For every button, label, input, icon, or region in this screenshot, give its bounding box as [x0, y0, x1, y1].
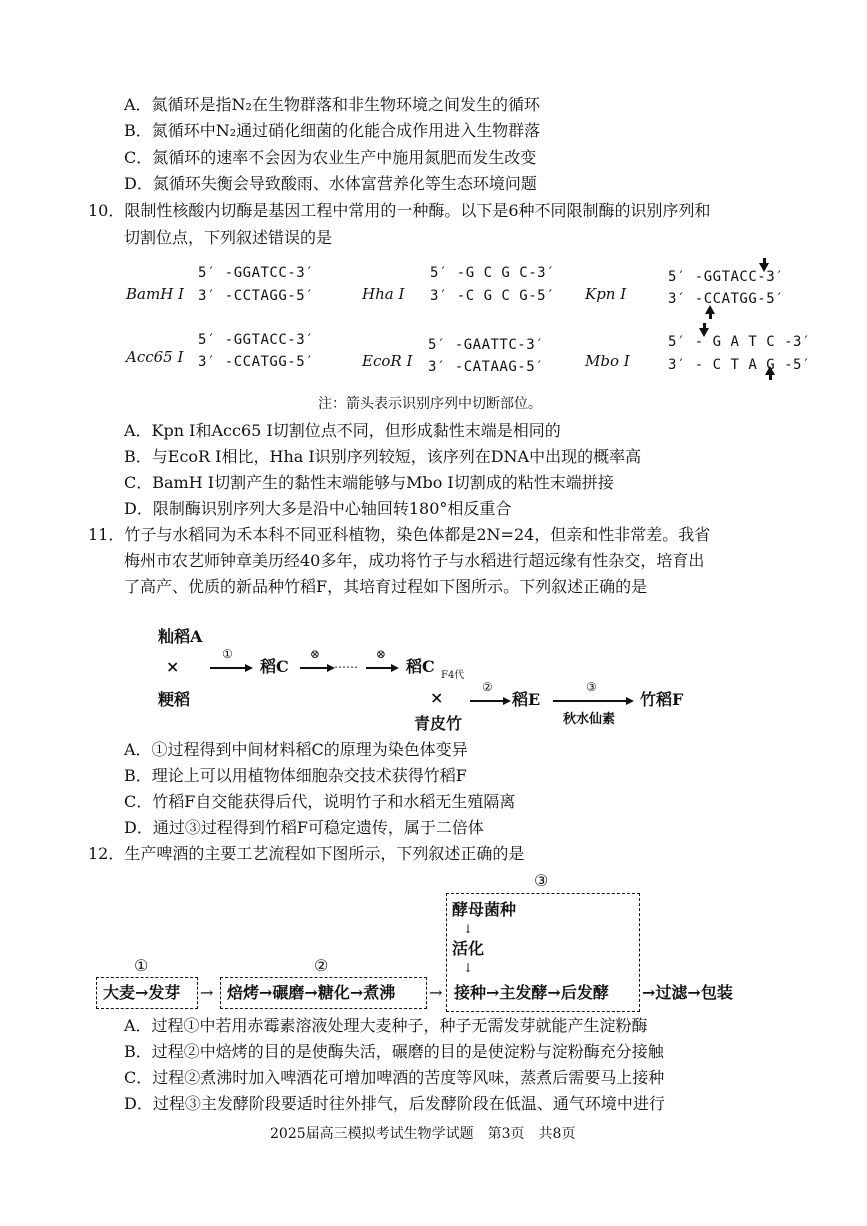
enzyme-seq-top-ecori: 5′ -GAATTC-3′	[428, 337, 545, 353]
arrow-1-line	[210, 667, 246, 669]
rice-c-f4: 稻C	[406, 657, 435, 676]
mboi-cut-arrow-bottom-stem	[769, 374, 772, 380]
arrow-4-line	[470, 700, 504, 702]
mboi-cut-arrow-top	[699, 328, 709, 337]
page-footer: 2025届高三模拟考试生物学试题 第3页 共8页	[270, 1126, 576, 1142]
step-3-label: ③	[586, 680, 597, 694]
arrow-5-head	[626, 697, 634, 705]
enzyme-seq-top-hhai: 5′ -G C G C-3′	[430, 265, 556, 281]
q12-option-c: C．过程②煮沸时加入啤酒花可增加啤酒的苦度等风味，蒸煮后需要马上接种	[124, 1068, 665, 1087]
q10-note: 注：箭头表示识别序列中切断部位。	[318, 396, 542, 412]
q11-stem-line1: 11．竹子与水稻同为禾本科不同亚科植物，染色体都是2N=24，但亲和性非常差。我省	[88, 525, 711, 544]
flow-box-1-text: 大麦→发芽	[103, 983, 181, 1002]
flow-arrow-down-1: ↓	[463, 922, 474, 936]
colchicine-label: 秋水仙素	[563, 712, 616, 727]
kpni-cut-arrow-top	[759, 263, 769, 272]
parent-japonica-rice: 粳稻	[158, 690, 191, 709]
enzyme-name-mboi: Mbo Ⅰ	[585, 352, 630, 370]
cross-symbol-1: ×	[166, 657, 180, 676]
enzyme-seq-bottom-mboi: 3′ - C T A G -5′	[668, 357, 811, 373]
q10-option-b: B．与EcoR Ⅰ相比，Hha Ⅰ识别序列较短，该序列在DNA中出现的概率高	[124, 447, 642, 466]
enzyme-name-ecori: EcoR Ⅰ	[362, 352, 413, 370]
q9-option-c: C．氮循环的速率不会因为农业生产中施用氮肥而发生改变	[124, 148, 537, 167]
arrow-1-head	[245, 664, 253, 672]
flow-step-1-number: ①	[134, 956, 149, 975]
flow-link-1: →	[200, 983, 214, 1002]
flow-arrow-down-2: ↓	[463, 961, 474, 975]
q11-stem-line3: 了高产、优质的新品种竹稻F，其培育过程如下图所示。下列叙述正确的是	[124, 577, 648, 596]
flow-step-3-number: ③	[534, 871, 549, 890]
q11-option-d: D．通过③过程得到竹稻F可稳定遗传，属于二倍体	[124, 818, 484, 837]
q9-option-b: B．氮循环中N₂通过硝化细菌的化能合成作用进入生物群落	[124, 121, 541, 140]
q9-option-a: A．氮循环是指N₂在生物群落和非生物环境之间发生的循环	[124, 95, 540, 114]
arrow-3-line	[366, 667, 392, 669]
enzyme-seq-bottom-bamhi: 3′ -CCTAGG-5′	[198, 288, 315, 304]
enzyme-seq-bottom-hhai: 3′ -C G C G-5′	[430, 288, 556, 304]
enzyme-name-hhai: Hha Ⅰ	[362, 285, 405, 303]
flow-box-3-text: 接种→主发酵→后发酵	[454, 983, 609, 1002]
q12-option-b: B．过程②中焙烤的目的是使酶失活，碾磨的目的是使淀粉与淀粉酶充分接触	[124, 1042, 664, 1061]
step-1-label: ①	[222, 647, 233, 661]
selfing-dots: ……	[334, 657, 358, 671]
arrow-4-head	[503, 697, 511, 705]
flow-step-2-number: ②	[314, 956, 329, 975]
selfing-symbol-1: ⊗	[310, 647, 321, 661]
rice-c: 稻C	[260, 657, 289, 676]
q11-option-a: A．①过程得到中间材料稻C的原理为染色体变异	[124, 740, 468, 759]
q12-stem: 12．生产啤酒的主要工艺流程如下图所示，下列叙述正确的是	[88, 844, 525, 863]
cross-symbol-2: ×	[430, 688, 444, 707]
kpni-cut-arrow-bottom-stem	[709, 313, 712, 319]
q10-option-a: A．Kpn Ⅰ和Acc65 Ⅰ切割位点不同，但形成黏性末端是相同的	[124, 421, 561, 440]
flow-box-2-text: 焙烤→碾磨→糖化→煮沸	[227, 983, 396, 1002]
q11-option-b: B．理论上可以用植物体细胞杂交技术获得竹稻F	[124, 766, 467, 785]
q12-option-a: A．过程①中若用赤霉素溶液处理大麦种子，种子无需发芽就能产生淀粉酶	[124, 1016, 648, 1035]
q10-option-d: D．限制酶识别序列大多是沿中心轴回转180°相反重合	[124, 499, 512, 518]
bamboo-rice-f: 竹稻F	[640, 690, 684, 709]
q10-option-c: C．BamH Ⅰ切割产生的黏性末端能够与Mbo Ⅰ切割成的粘性末端拼接	[124, 473, 614, 492]
enzyme-seq-bottom-acc65i: 3′ -CCATGG-5′	[198, 354, 315, 370]
arrow-5-line	[553, 700, 627, 702]
q10-stem-line2: 切割位点，下列叙述错误的是	[124, 228, 333, 247]
rice-c-f4-subscript: F4代	[441, 670, 465, 681]
enzyme-seq-top-kpni: 5′ -GGTACC-3′	[668, 269, 785, 285]
enzyme-seq-bottom-kpni: 3′ -CCATGG-5′	[668, 291, 785, 307]
q12-option-d: D．过程③主发酵阶段要适时往外排气，后发酵阶段在低温、通气环境中进行	[124, 1094, 665, 1113]
enzyme-name-acc65i: Acc65 Ⅰ	[126, 348, 184, 366]
q9-option-d: D．氮循环失衡会导致酸雨、水体富营养化等生态环境问题	[124, 174, 537, 193]
enzyme-seq-bottom-ecori: 3′ -CATAAG-5′	[428, 359, 545, 375]
parent-indica-rice-a: 籼稻A	[158, 627, 203, 646]
parent-green-bamboo: 青皮竹	[414, 714, 463, 733]
enzyme-seq-top-bamhi: 5′ -GGATCC-3′	[198, 265, 315, 281]
q11-option-c: C．竹稻F自交能获得后代，说明竹子和水稻无生殖隔离	[124, 792, 516, 811]
q11-stem-line2: 梅州市农艺师钟章美历经40多年，成功将竹子与水稻进行超远缘有性杂交，培育出	[124, 551, 705, 570]
flow-yeast-strain: 酵母菌种	[452, 900, 517, 919]
enzyme-name-kpni: Kpn Ⅰ	[585, 285, 627, 303]
arrow-2-line	[300, 667, 328, 669]
rice-e: 稻E	[512, 690, 541, 709]
flow-activation: 活化	[452, 939, 485, 958]
enzyme-name-bamhi: BamH Ⅰ	[126, 285, 184, 303]
enzyme-seq-top-acc65i: 5′ -GGTACC-3′	[198, 332, 315, 348]
flow-tail: →过滤→包装	[642, 983, 733, 1002]
q10-stem-line1: 10．限制性核酸内切酶是基因工程中常用的一种酶。以下是6种不同限制酶的识别序列和	[88, 201, 711, 220]
enzyme-seq-top-mboi: 5′ - G A T C -3′	[668, 334, 811, 350]
selfing-symbol-2: ⊗	[376, 647, 387, 661]
arrow-3-head	[391, 664, 399, 672]
flow-link-2: →	[429, 983, 443, 1002]
step-2-label: ②	[482, 680, 493, 694]
